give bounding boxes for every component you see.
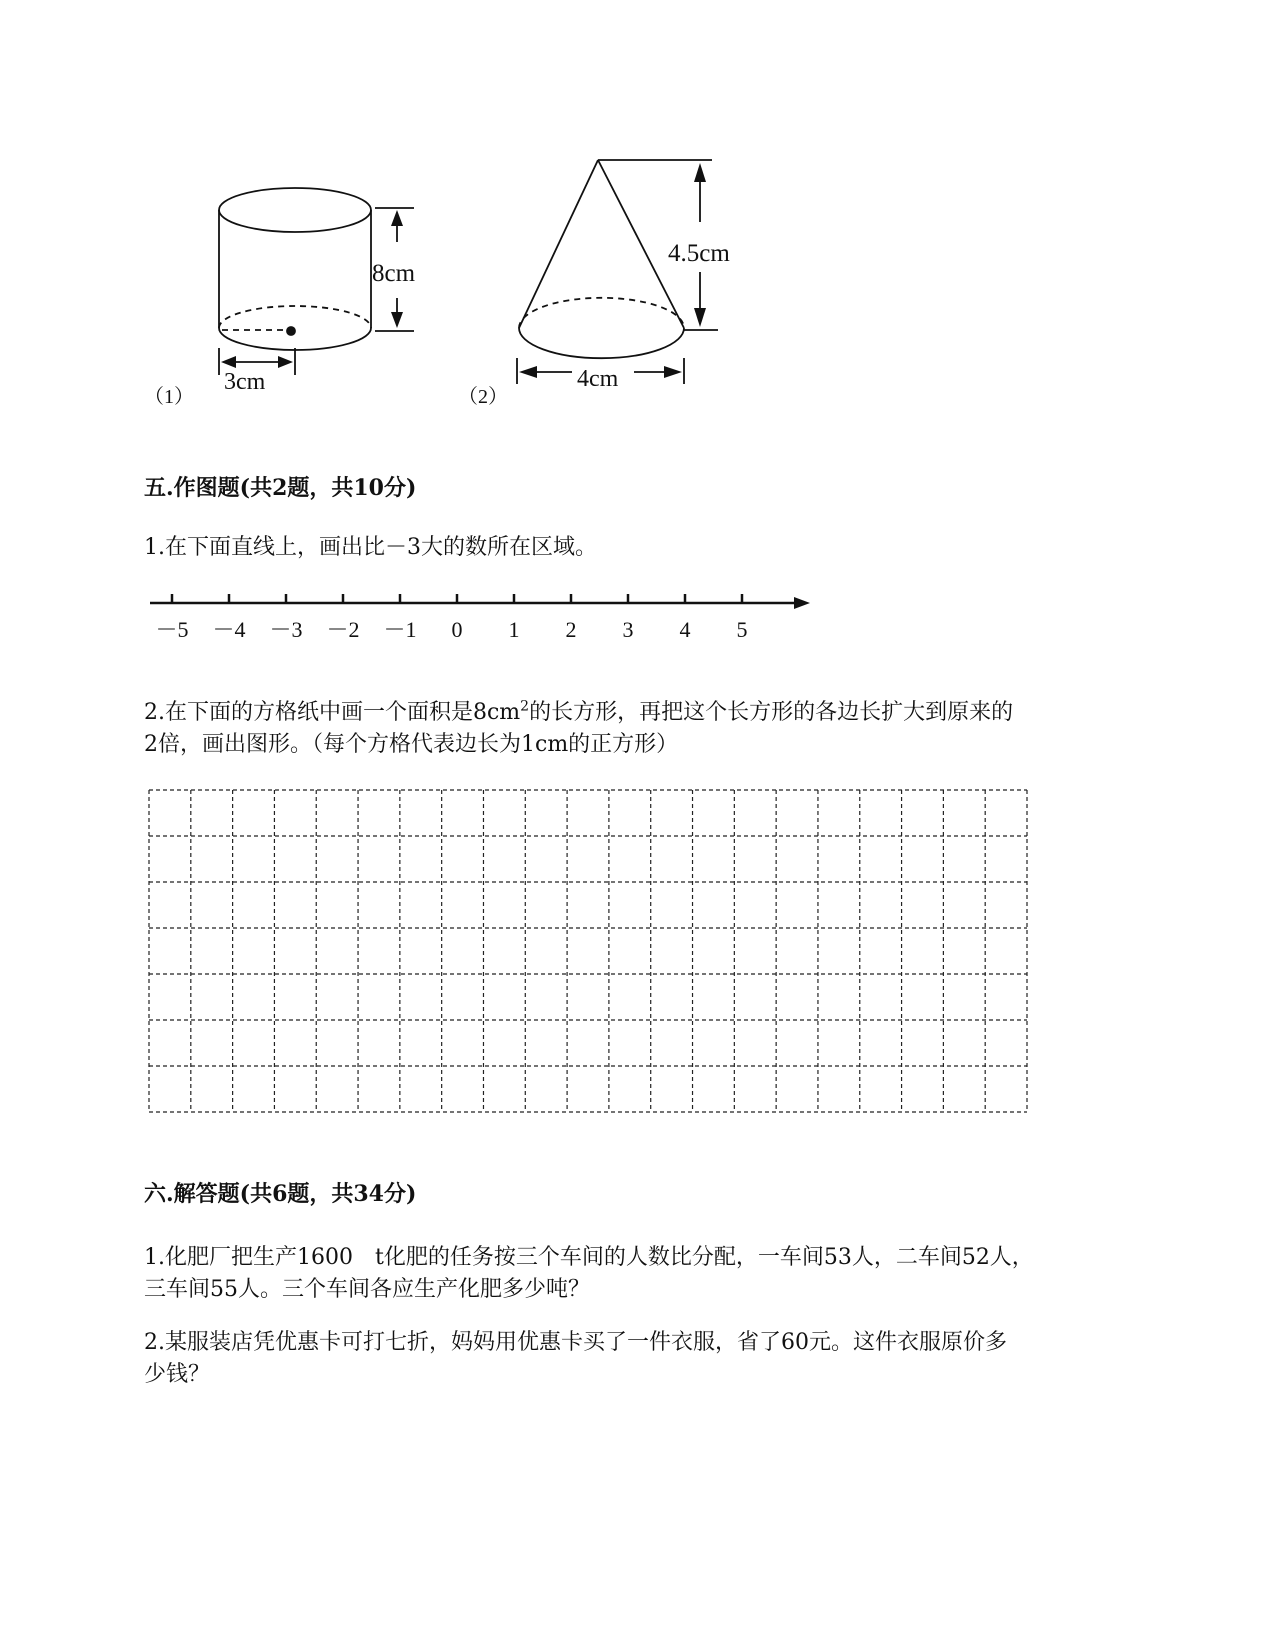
section6-heading: 六.解答题(共6题，共34分) [144, 1181, 417, 1207]
cylinder-height-label: 8cm [372, 260, 416, 287]
number-line-tick-label: 4 [679, 617, 691, 642]
cone-figure-label: （2） [458, 386, 508, 408]
cylinder-radius-label: 3cm [224, 369, 266, 395]
number-line-tick-label: 2 [565, 617, 577, 642]
cone-diameter-label: 4cm [577, 366, 619, 392]
number-line-tick-label: －1 [383, 617, 417, 642]
section6-q1-line1: 1.化肥厂把生产1600 t化肥的任务按三个车间的人数比分配，一车间53人，二车间52人， [144, 1245, 1034, 1270]
q2-superscript: 2 [520, 698, 530, 715]
number-line-tick-label: 3 [622, 617, 634, 642]
cylinder-figure-label: （1） [144, 386, 194, 408]
number-line-tick-label: －3 [269, 617, 303, 642]
cone-height-label: 4.5cm [668, 240, 730, 267]
number-line-tick-label: 1 [508, 617, 520, 642]
section6-q2-line1: 2.某服装店凭优惠卡可打七折，妈妈用优惠卡买了一件衣服，省了60元。这件衣服原价多 [144, 1330, 1007, 1355]
number-line-tick-label: 5 [736, 617, 748, 642]
section5-q1-text: 1.在下面直线上，画出比－3大的数所在区域。 [144, 535, 597, 560]
number-line-tick-label: 0 [451, 617, 463, 642]
section6-q2-line2: 少钱？ [144, 1362, 211, 1387]
q2-line1-part-a: 2.在下面的方格纸中画一个面积是8cm [144, 700, 521, 725]
number-line-tick-label: －2 [326, 617, 360, 642]
q2-line1-part-b: 的长方形，再把这个长方形的各边长扩大到原来的 [529, 700, 1014, 725]
number-line-tick-label: －4 [212, 617, 246, 642]
section5-q2-line2: 2倍，画出图形。（每个方格代表边长为1cm的正方形） [144, 732, 679, 757]
number-line-tick-label: －5 [155, 617, 189, 642]
section6-q1-line2: 三车间55人。三个车间各应生产化肥多少吨？ [144, 1277, 590, 1302]
section5-heading: 五.作图题(共2题，共10分) [144, 475, 417, 501]
